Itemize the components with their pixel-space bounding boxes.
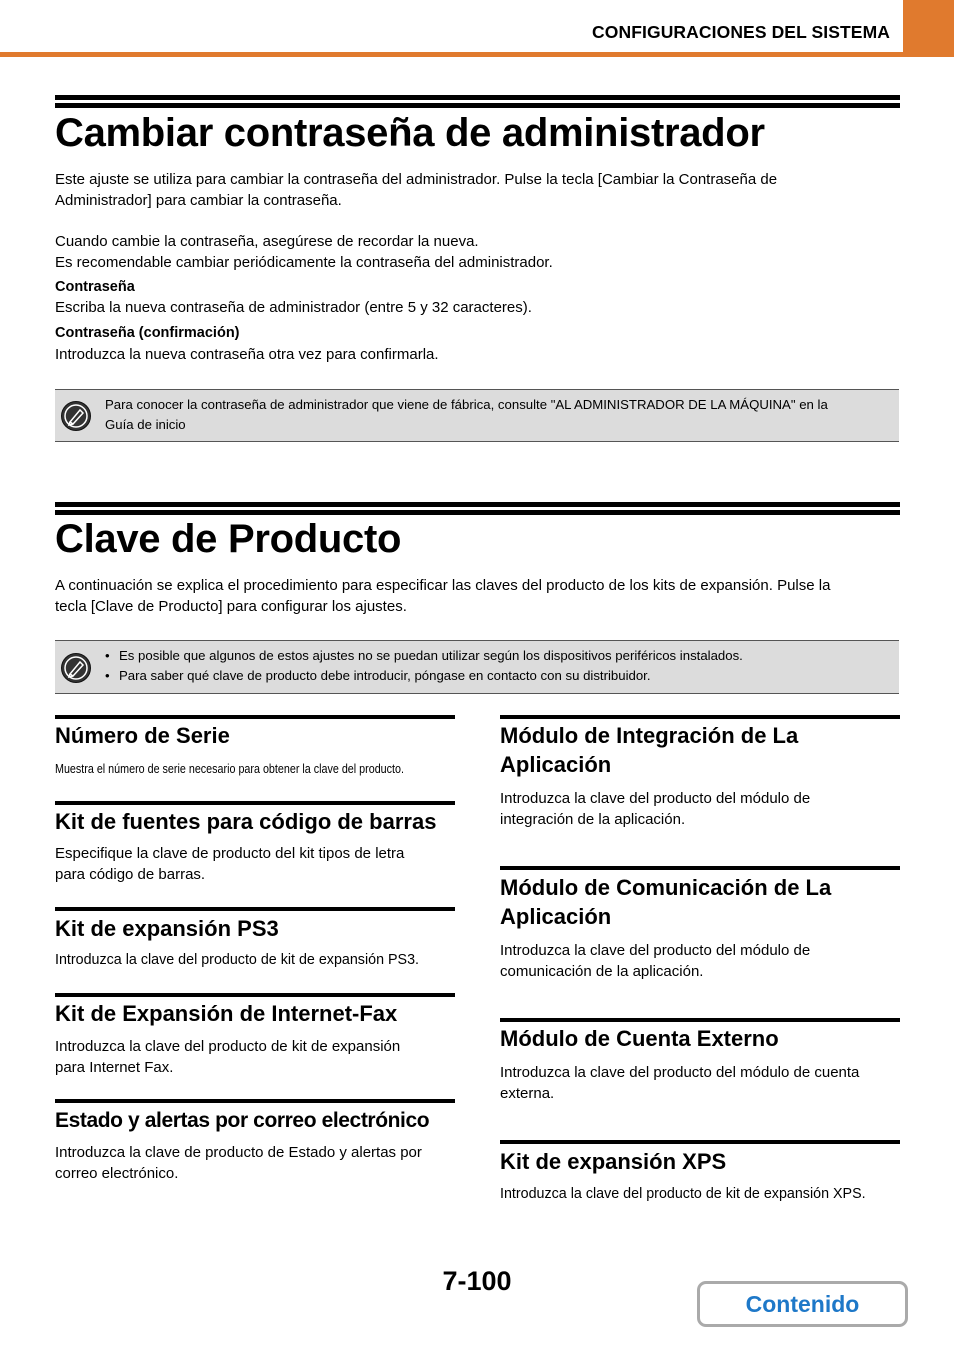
item-rule (55, 907, 455, 911)
note-box (55, 640, 899, 694)
note-bullet-item (105, 666, 891, 686)
item-title-ps3-kit: Kit de expansión PS3 (55, 916, 279, 941)
note-line: Para saber qué clave de producto debe introducir, póngase en contacto con su distribuidor. (119, 668, 651, 683)
item-desc-email-status-alerts (55, 1142, 455, 1184)
item-title-app-communication-module (500, 873, 900, 931)
title-line: Aplicación (500, 904, 612, 929)
desc-line: Introduzca la clave del producto del módulo de (500, 942, 811, 959)
intro-line: A continuación se explica el procedimiento para especificar las claves del producto de los kits de expansión. Pulse la (55, 577, 831, 594)
header-tab (903, 0, 954, 57)
desc-line: Introduzca la clave del producto del módulo de (500, 790, 811, 807)
title-line: Módulo de Integración de La (500, 723, 799, 748)
item-title-xps-kit: Kit de expansión XPS (500, 1149, 727, 1174)
item-rule (500, 715, 900, 719)
section-rule (55, 95, 900, 108)
section-title-admin-password: Cambiar contraseña de administrador (55, 111, 765, 155)
reminder-line: Es recomendable cambiar periódicamente la contraseña del administrador. (55, 254, 553, 271)
desc-line: Introduzca la clave de producto de Estado y alertas por (55, 1144, 422, 1161)
desc-line: Introduzca la clave del producto del módulo de cuenta (500, 1064, 860, 1081)
pencil-note-icon (61, 401, 91, 431)
desc-line: comunicación de la aplicación. (500, 963, 704, 980)
desc-line: para código de barras. (55, 866, 206, 883)
section-rule (55, 502, 900, 515)
bullet: • (105, 668, 110, 683)
section-intro (55, 575, 900, 617)
note-text (105, 395, 891, 435)
contents-button[interactable]: Contenido (697, 1281, 908, 1327)
chapter-title: CONFIGURACIONES DEL SISTEMA (592, 22, 890, 42)
note-line: Para conocer la contraseña de administrador que viene de fábrica, consulte "AL ADMINISTRADOR DE LA MÁQUINA" en la (105, 397, 828, 412)
note-text (105, 646, 891, 686)
item-rule (500, 1018, 900, 1022)
item-desc-barcode-font-kit (55, 843, 455, 885)
section-intro (55, 169, 900, 211)
item-rule (55, 801, 455, 805)
item-rule (55, 715, 455, 719)
pencil-note-icon (61, 653, 91, 683)
note-line: Guía de inicio (105, 417, 186, 432)
item-rule (500, 866, 900, 870)
desc-line: Introduzca la clave del producto de kit de expansión (55, 1038, 401, 1055)
item-rule (55, 993, 455, 997)
field-label-password: Contraseña (55, 279, 135, 295)
intro-line: Administrador] para cambiar la contraseña. (55, 192, 342, 209)
header-bar (0, 52, 954, 57)
item-desc-internet-fax-kit (55, 1036, 455, 1078)
desc-line: Especifique la clave de producto del kit tipos de letra (55, 845, 405, 862)
field-desc-password-confirm: Introduzca la nueva contraseña otra vez para confirmarla. (55, 346, 439, 363)
item-title-external-account-module: Módulo de Cuenta Externo (500, 1026, 779, 1051)
note-bullet-item (105, 646, 891, 666)
item-desc-xps-kit: Introduzca la clave del producto de kit de expansión XPS. (500, 1186, 866, 1202)
item-desc-external-account-module (500, 1062, 900, 1104)
intro-line: tecla [Clave de Producto] para configurar los ajustes. (55, 598, 407, 615)
note-line: Es posible que algunos de estos ajustes no se puedan utilizar según los dispositivos periféricos instalados. (119, 648, 743, 663)
item-title-internet-fax-kit: Kit de Expansión de Internet-Fax (55, 1001, 398, 1026)
item-rule (55, 1099, 455, 1103)
item-rule (500, 1140, 900, 1144)
bullet: • (105, 648, 110, 663)
intro-line: Este ajuste se utiliza para cambiar la contraseña del administrador. Pulse la tecla [Cambiar la Contraseña de (55, 171, 778, 188)
item-title-serial-number: Número de Serie (55, 723, 230, 748)
reminder-line: Cuando cambie la contraseña, asegúrese de recordar la nueva. (55, 233, 479, 250)
title-line: Módulo de Comunicación de La (500, 875, 832, 900)
section-title-product-key: Clave de Producto (55, 517, 402, 561)
note-box (55, 389, 899, 442)
desc-line: externa. (500, 1085, 555, 1102)
field-label-password-confirm: Contraseña (confirmación) (55, 325, 240, 341)
password-reminder (55, 231, 900, 273)
item-desc-ps3-kit: Introduzca la clave del producto de kit de expansión PS3. (55, 952, 420, 968)
item-desc-app-communication-module (500, 940, 900, 982)
item-title-barcode-font-kit: Kit de fuentes para código de barras (55, 809, 437, 834)
desc-line: para Internet Fax. (55, 1059, 174, 1076)
field-desc-password: Escriba la nueva contraseña de administrador (entre 5 y 32 caracteres). (55, 299, 532, 316)
item-title-email-status-alerts: Estado y alertas por correo electrónico (55, 1109, 430, 1132)
item-title-app-integration-module (500, 721, 900, 779)
page-number: 7-100 (442, 1266, 512, 1296)
desc-line: correo electrónico. (55, 1165, 179, 1182)
item-desc-app-integration-module (500, 788, 900, 830)
title-line: Aplicación (500, 752, 612, 777)
desc-line: integración de la aplicación. (500, 811, 686, 828)
item-desc-serial-number: Muestra el número de serie necesario para obtener la clave del producto. (55, 762, 404, 776)
